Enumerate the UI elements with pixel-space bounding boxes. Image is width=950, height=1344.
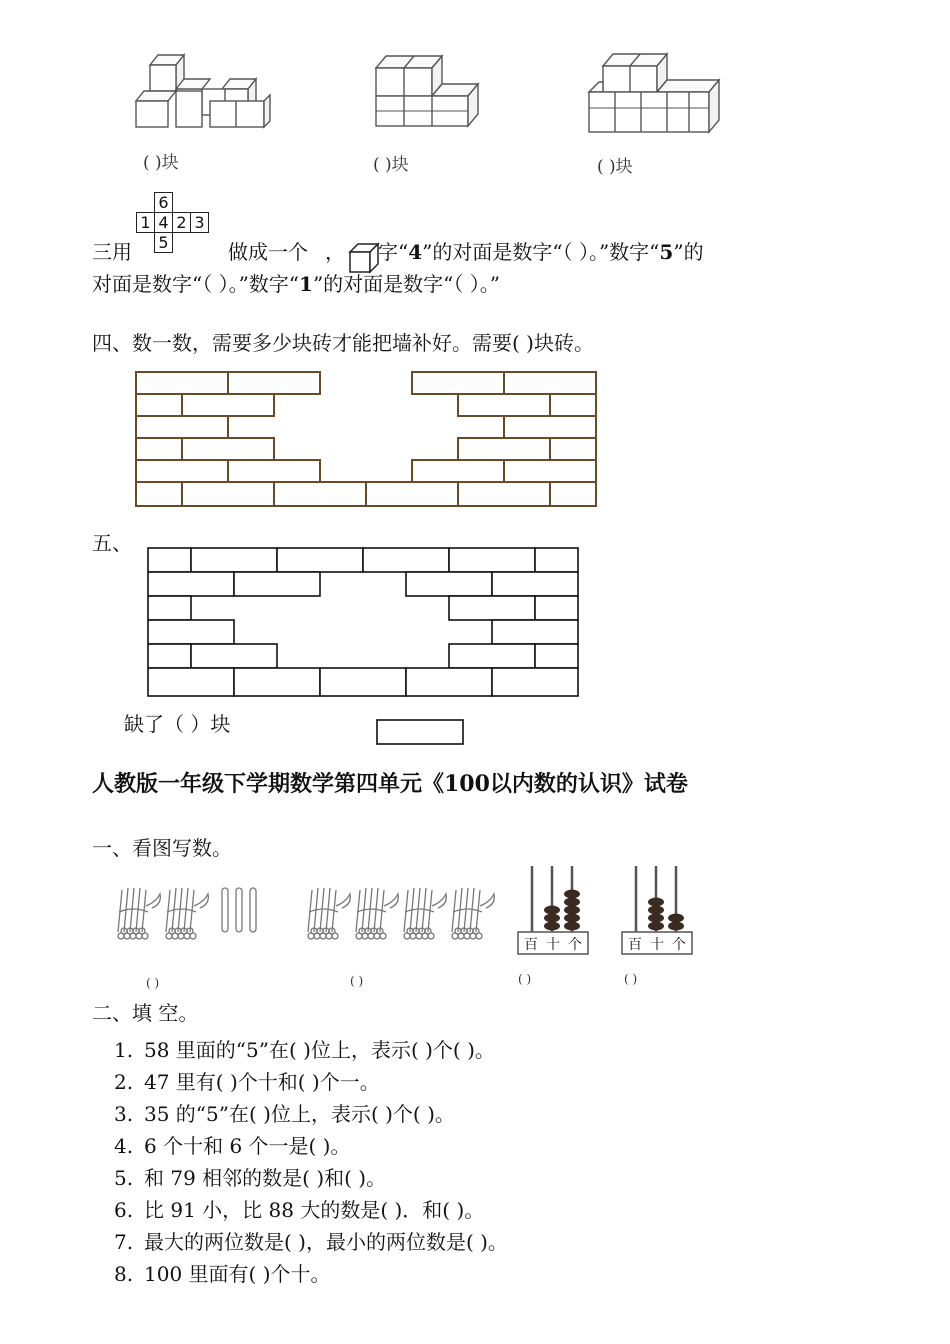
cube-net xyxy=(136,192,227,253)
fill-item-1-number: 1. xyxy=(114,1038,134,1062)
fill-item-2-text: 47 里有( )个十和( )个一。 xyxy=(144,1070,380,1094)
q3-line1-b: 做成一个 xyxy=(228,240,308,264)
abacus-1-label-ones: 个 xyxy=(568,937,582,953)
fill-item-4 xyxy=(114,1130,350,1159)
cube-stack-1-caption: ( )块 xyxy=(143,153,179,173)
fill-item-8 xyxy=(114,1258,331,1287)
part1-caption-3: ( ) xyxy=(518,972,532,986)
sticks-picture-1 xyxy=(110,882,270,944)
fill-item-5 xyxy=(114,1162,386,1191)
net-face-5: 5 xyxy=(155,233,173,253)
abacus-1-label-tens: 十 xyxy=(546,937,560,953)
part2-heading: 二、填 空。 xyxy=(92,1001,199,1025)
cube-stack-1 xyxy=(130,45,280,135)
q3-digit-4: 4 xyxy=(408,240,423,264)
fill-item-1-text: 58 里面的“5”在( )位上，表示( )个( )。 xyxy=(144,1038,495,1062)
fill-item-4-number: 4. xyxy=(114,1134,134,1158)
abacus-2-label-tens: 十 xyxy=(650,937,664,953)
net-face-6: 6 xyxy=(155,193,173,213)
q3-line1-a: 三用 xyxy=(92,240,132,264)
cube-stack-3-caption: ( )块 xyxy=(597,157,633,177)
fill-item-3 xyxy=(114,1098,455,1127)
q3-line1-e: ”的对面是数字“（ ）。”数字“ xyxy=(422,240,660,264)
fill-item-5-number: 5. xyxy=(114,1166,134,1190)
cube-stack-2 xyxy=(368,48,488,138)
fill-item-8-text: 100 里面有( )个十。 xyxy=(144,1262,331,1286)
fill-item-7-number: 7. xyxy=(114,1230,134,1254)
part1-heading: 一、看图写数。 xyxy=(92,836,232,860)
fill-item-2 xyxy=(114,1066,380,1095)
cube-stack-3 xyxy=(585,48,725,138)
cube-stack-2-caption: ( )块 xyxy=(373,155,409,175)
q3-line1-f: ”的 xyxy=(673,240,704,264)
fill-item-6-number: 6. xyxy=(114,1198,134,1222)
fill-item-8-number: 8. xyxy=(114,1262,134,1286)
q3-digit-1: 1 xyxy=(299,272,313,296)
sticks-picture-2 xyxy=(300,882,510,944)
abacus-1 xyxy=(516,862,590,958)
part1-caption-1: ( ) xyxy=(146,976,160,990)
abacus-1-label-hundreds: 百 xyxy=(524,937,538,953)
q3-digit-5: 5 xyxy=(659,240,674,264)
brick-wall-1 xyxy=(134,370,598,508)
net-face-4: 4 xyxy=(155,213,173,233)
fill-item-5-text: 和 79 相邻的数是( )和( )。 xyxy=(144,1166,387,1190)
fill-item-6-text: 比 91 小，比 88 大的数是( )．和( )。 xyxy=(144,1198,485,1222)
q3-line1-d: 字“ xyxy=(378,240,409,264)
net-face-2: 2 xyxy=(173,213,191,233)
abacus-2-label-ones: 个 xyxy=(672,937,686,953)
q4-text: 四、数一数，需要多少块砖才能把墙补好。需要( )块砖。 xyxy=(92,331,594,355)
abacus-2 xyxy=(620,862,694,958)
fill-item-3-number: 3. xyxy=(114,1102,134,1126)
fill-item-7 xyxy=(114,1226,508,1255)
fill-item-2-number: 2. xyxy=(114,1070,134,1094)
page-title: 人教版一年级下学期数学第四单元《100以内数的认识》试卷 xyxy=(92,771,688,797)
fill-item-6 xyxy=(114,1194,484,1223)
net-face-3: 3 xyxy=(191,213,209,233)
cube-icon xyxy=(348,242,382,274)
q3-line2-a: 对面是数字“（ ）。”数字“ xyxy=(92,272,300,296)
q3-line2 xyxy=(92,274,500,294)
q3-line1-rest xyxy=(378,242,704,262)
fill-item-7-text: 最大的两位数是( )，最小的两位数是( )。 xyxy=(144,1230,508,1254)
fill-item-4-text: 6 个十和 6 个一是( )。 xyxy=(144,1134,351,1158)
q3-line2-b: ”的对面是数字“（ ）。” xyxy=(312,272,500,296)
net-face-1: 1 xyxy=(137,213,155,233)
fill-item-1 xyxy=(114,1034,495,1063)
q5-missing: 缺了（ ）块 xyxy=(124,712,231,736)
q3-line1-c: ， xyxy=(325,240,345,264)
fill-item-3-text: 35 的“5”在( )位上，表示( )个( )。 xyxy=(144,1102,455,1126)
q5-label: 五、 xyxy=(92,531,132,555)
single-brick xyxy=(376,719,466,747)
part1-caption-4: ( ) xyxy=(624,972,638,986)
part1-caption-2: ( ) xyxy=(350,974,364,988)
abacus-2-label-hundreds: 百 xyxy=(628,937,642,953)
brick-wall-2 xyxy=(146,546,580,698)
